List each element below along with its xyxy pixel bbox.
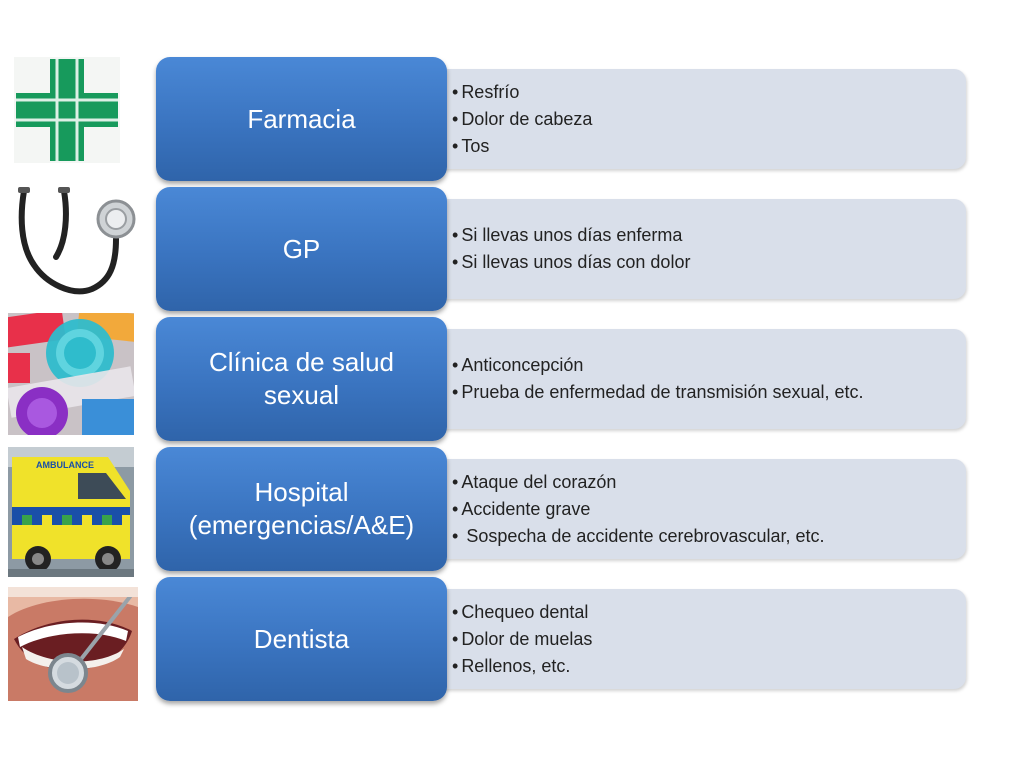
list-item: • Sospecha de accidente cerebrovascular, etc. bbox=[452, 523, 966, 550]
service-row-dentista bbox=[0, 577, 1024, 702]
service-row-hospital bbox=[0, 447, 1024, 572]
list-item: • Anticoncepción bbox=[452, 352, 966, 379]
dental-mirror-icon bbox=[8, 587, 138, 701]
list-item: • Rellenos, etc. bbox=[452, 653, 966, 680]
title-box-farmacia bbox=[156, 57, 447, 181]
service-row-farmacia bbox=[0, 57, 1024, 182]
list-item: • Dolor de cabeza bbox=[452, 106, 966, 133]
list-item: • Prueba de enfermedad de transmisión sexual, etc. bbox=[452, 379, 966, 406]
title-box-clinica bbox=[156, 317, 447, 441]
detail-box-hospital bbox=[410, 459, 966, 559]
title-label: Dentista bbox=[253, 623, 350, 654]
list-item: • Ataque del corazón bbox=[452, 469, 966, 496]
ambulance-icon bbox=[8, 447, 134, 577]
title-box-gp bbox=[156, 187, 447, 311]
list-item: • Si llevas unos días con dolor bbox=[452, 249, 966, 276]
service-row-clinica bbox=[0, 317, 1024, 442]
list-item: • Si llevas unos días enferma bbox=[452, 222, 966, 249]
ambulance-label: AMBULANCE bbox=[36, 460, 94, 470]
title-box-hospital bbox=[156, 447, 447, 571]
detail-box-farmacia bbox=[410, 69, 966, 169]
list-item: • Resfrío bbox=[452, 79, 966, 106]
list-item: • Tos bbox=[452, 133, 966, 160]
condoms-icon bbox=[8, 313, 134, 435]
pharmacy-cross-icon bbox=[14, 57, 120, 163]
title-box-dentista bbox=[156, 577, 447, 701]
title-label: GP bbox=[282, 233, 321, 264]
list-item: • Chequeo dental bbox=[452, 599, 966, 626]
list-item: • Dolor de muelas bbox=[452, 626, 966, 653]
service-row-gp bbox=[0, 187, 1024, 312]
detail-box-dentista bbox=[410, 589, 966, 689]
stethoscope-icon bbox=[12, 185, 138, 303]
detail-box-clinica bbox=[410, 329, 966, 429]
list-item: • Accidente grave bbox=[452, 496, 966, 523]
title-label: Clínica de salud sexual bbox=[209, 347, 394, 410]
title-label: Farmacia bbox=[247, 103, 356, 134]
title-label: Hospital (emergencias/A&E) bbox=[188, 477, 415, 540]
detail-box-gp bbox=[410, 199, 966, 299]
